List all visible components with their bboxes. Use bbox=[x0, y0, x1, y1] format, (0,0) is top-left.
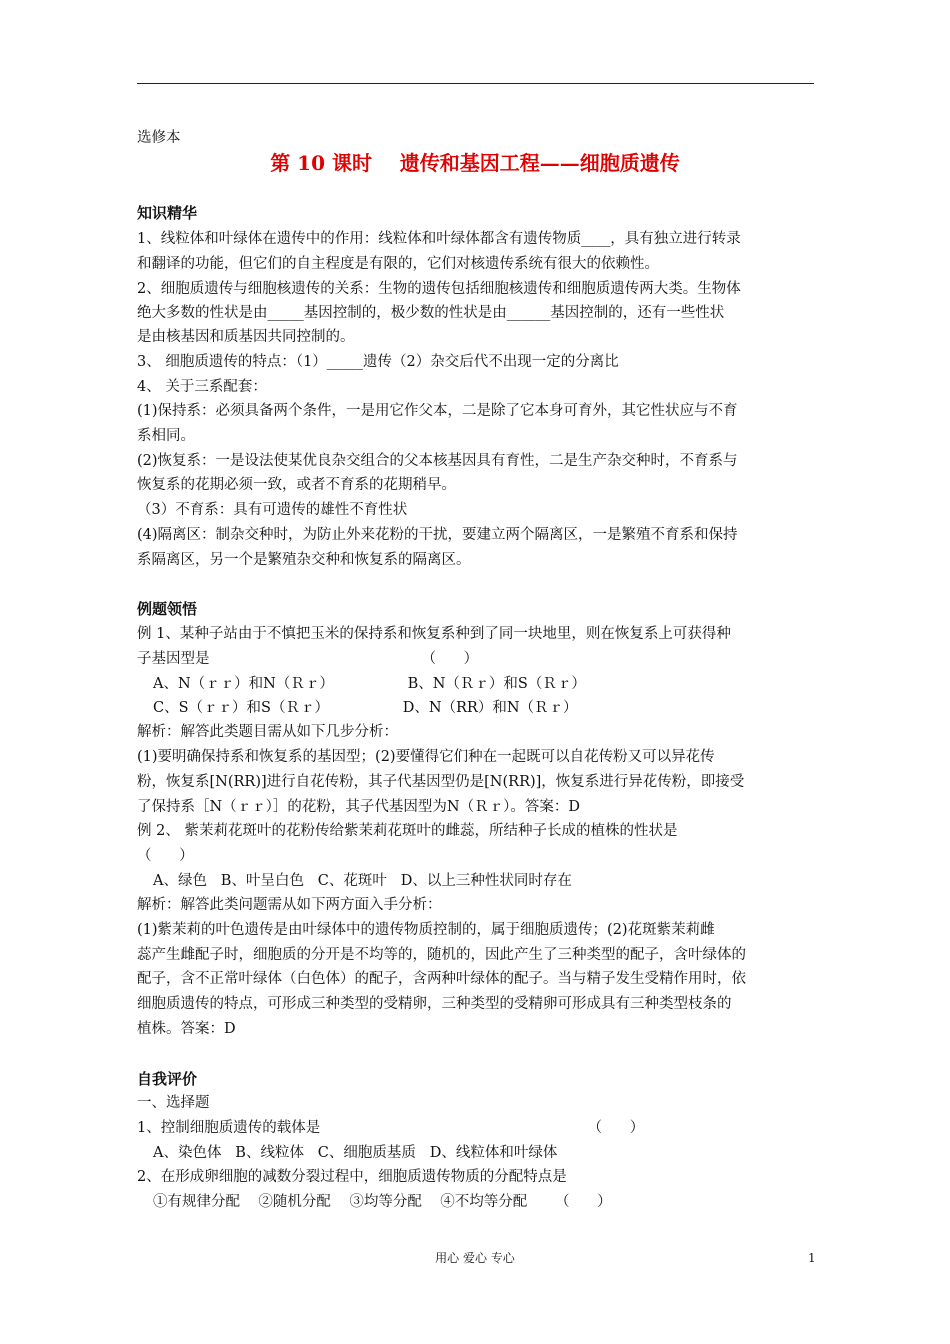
text-line: (1)要明确保持系和恢复系的基因型；(2)要懂得它们种在一起既可以自花传粉又可以异花传 bbox=[137, 749, 715, 765]
text-line: 粉，恢复系[N(RR)]进行自花传粉，其子代基因型仍是[N(RR)]，恢复系进行异花传粉，即接受 bbox=[137, 774, 745, 790]
text-line: 3、 细胞质遗传的特点：（1）_____遗传（2）杂交后代不出现一定的分离比 bbox=[137, 354, 619, 370]
page-number: 1 bbox=[808, 1251, 816, 1265]
option-line: ①有规律分配 ②随机分配 ③均等分配 ④不均等分配 （ ） bbox=[153, 1194, 612, 1210]
text-line: （ ） bbox=[137, 848, 194, 864]
header-rule bbox=[137, 83, 814, 84]
text-line: 一、选择题 bbox=[137, 1095, 210, 1111]
text-line: 2、细胞质遗传与细胞核遗传的关系：生物的遗传包括细胞核遗传和细胞质遗传两大类。生物体 bbox=[137, 281, 741, 297]
text-line: 1、线粒体和叶绿体在遗传中的作用：线粒体和叶绿体都含有遗传物质____，具有独立进行转录 bbox=[137, 231, 741, 247]
text-line: 系相同。 bbox=[137, 428, 195, 444]
text-line: 植株。答案：D bbox=[137, 1021, 236, 1037]
text-line: (2)恢复系：一是设法使某优良杂交组合的父本核基因具有育性，二是生产杂交种时，不育系与 bbox=[137, 453, 738, 469]
text-line: (1)紫茉莉的叶色遗传是由叶绿体中的遗传物质控制的，属于细胞质遗传；(2)花斑紫茉莉雌 bbox=[137, 922, 715, 938]
option-line: A、染色体 B、线粒体 C、细胞质基质 D、线粒体和叶绿体 bbox=[153, 1145, 558, 1161]
section-heading-examples: 例题领悟 bbox=[137, 600, 198, 618]
option-line: C、S（ｒｒ）和S（Ｒｒ） D、N（RR）和N（Ｒｒ） bbox=[153, 700, 578, 716]
text-line: 蕊产生雌配子时，细胞质的分开是不均等的，随机的，因此产生了三种类型的配子，含叶绿体的 bbox=[137, 947, 746, 963]
text-line: 例 1、某种子站由于不慎把玉米的保持系和恢复系种到了同一块地里，则在恢复系上可获得种 bbox=[137, 626, 731, 642]
option-line: A、绿色 B、叶呈白色 C、花斑叶 D、以上三种性状同时存在 bbox=[153, 873, 572, 889]
text-line: 绝大多数的性状是由_____基因控制的，极少数的性状是由______基因控制的，还有一些性状 bbox=[137, 305, 725, 321]
text-line: 2、在形成卵细胞的减数分裂过程中，细胞质遗传物质的分配特点是 bbox=[137, 1169, 567, 1185]
section-heading-knowledge: 知识精华 bbox=[137, 204, 198, 222]
text-line: 细胞质遗传的特点，可形成三种类型的受精卵，三种类型的受精卵可形成具有三种类型枝条的 bbox=[137, 996, 732, 1012]
text-line: 解析：解答此类题目需从如下几步分析： bbox=[137, 724, 398, 740]
text-line: 是由核基因和质基因共同控制的。 bbox=[137, 329, 355, 345]
footer-text: 用心 爱心 专心 bbox=[435, 1251, 515, 1265]
text-line: 配子，含不正常叶绿体（白色体）的配子，含两种叶绿体的配子。当与精子发生受精作用时，依 bbox=[137, 971, 746, 987]
text-line: 子基因型是 （ ） bbox=[137, 651, 479, 667]
text-line: 例 2、 紫茉莉花斑叶的花粉传给紫茉莉花斑叶的雌蕊，所结种子长成的植株的性状是 bbox=[137, 823, 678, 839]
text-line: 1、控制细胞质遗传的载体是 （ ） bbox=[137, 1120, 645, 1136]
option-line: A、N（ｒｒ）和N（Ｒｒ） B、N（Ｒｒ）和S（Ｒｒ） bbox=[153, 676, 586, 692]
text-line: (1)保持系：必须具备两个条件，一是用它作父本，二是除了它本身可育外，其它性状应与不育 bbox=[137, 403, 738, 419]
text-line: (4)隔离区：制杂交种时，为防止外来花粉的干扰，要建立两个隔离区，一是繁殖不育系和保持 bbox=[137, 527, 738, 543]
text-line: 解析：解答此类问题需从如下两方面入手分析： bbox=[137, 897, 442, 913]
text-line: 和翻译的功能，但它们的自主程度是有限的，它们对核遗传系统有很大的依赖性。 bbox=[137, 256, 659, 272]
page-title: 第 10 课时 遗传和基因工程——细胞质遗传 bbox=[270, 151, 680, 175]
text-line: 系隔离区，另一个是繁殖杂交种和恢复系的隔离区。 bbox=[137, 552, 471, 568]
text-line: 了保持系［N（ｒｒ）］的花粉，其子代基因型为N（Ｒｒ）。答案：D bbox=[137, 799, 580, 815]
text-line: 恢复系的花期必须一致，或者不育系的花期稍早。 bbox=[137, 477, 456, 493]
text-line: （3）不育系：具有可遗传的雄性不育性状 bbox=[137, 502, 408, 518]
section-heading-self-assessment: 自我评价 bbox=[137, 1070, 198, 1088]
text-line: 4、 关于三系配套： bbox=[137, 379, 267, 395]
header-label: 选修本 bbox=[137, 130, 181, 146]
